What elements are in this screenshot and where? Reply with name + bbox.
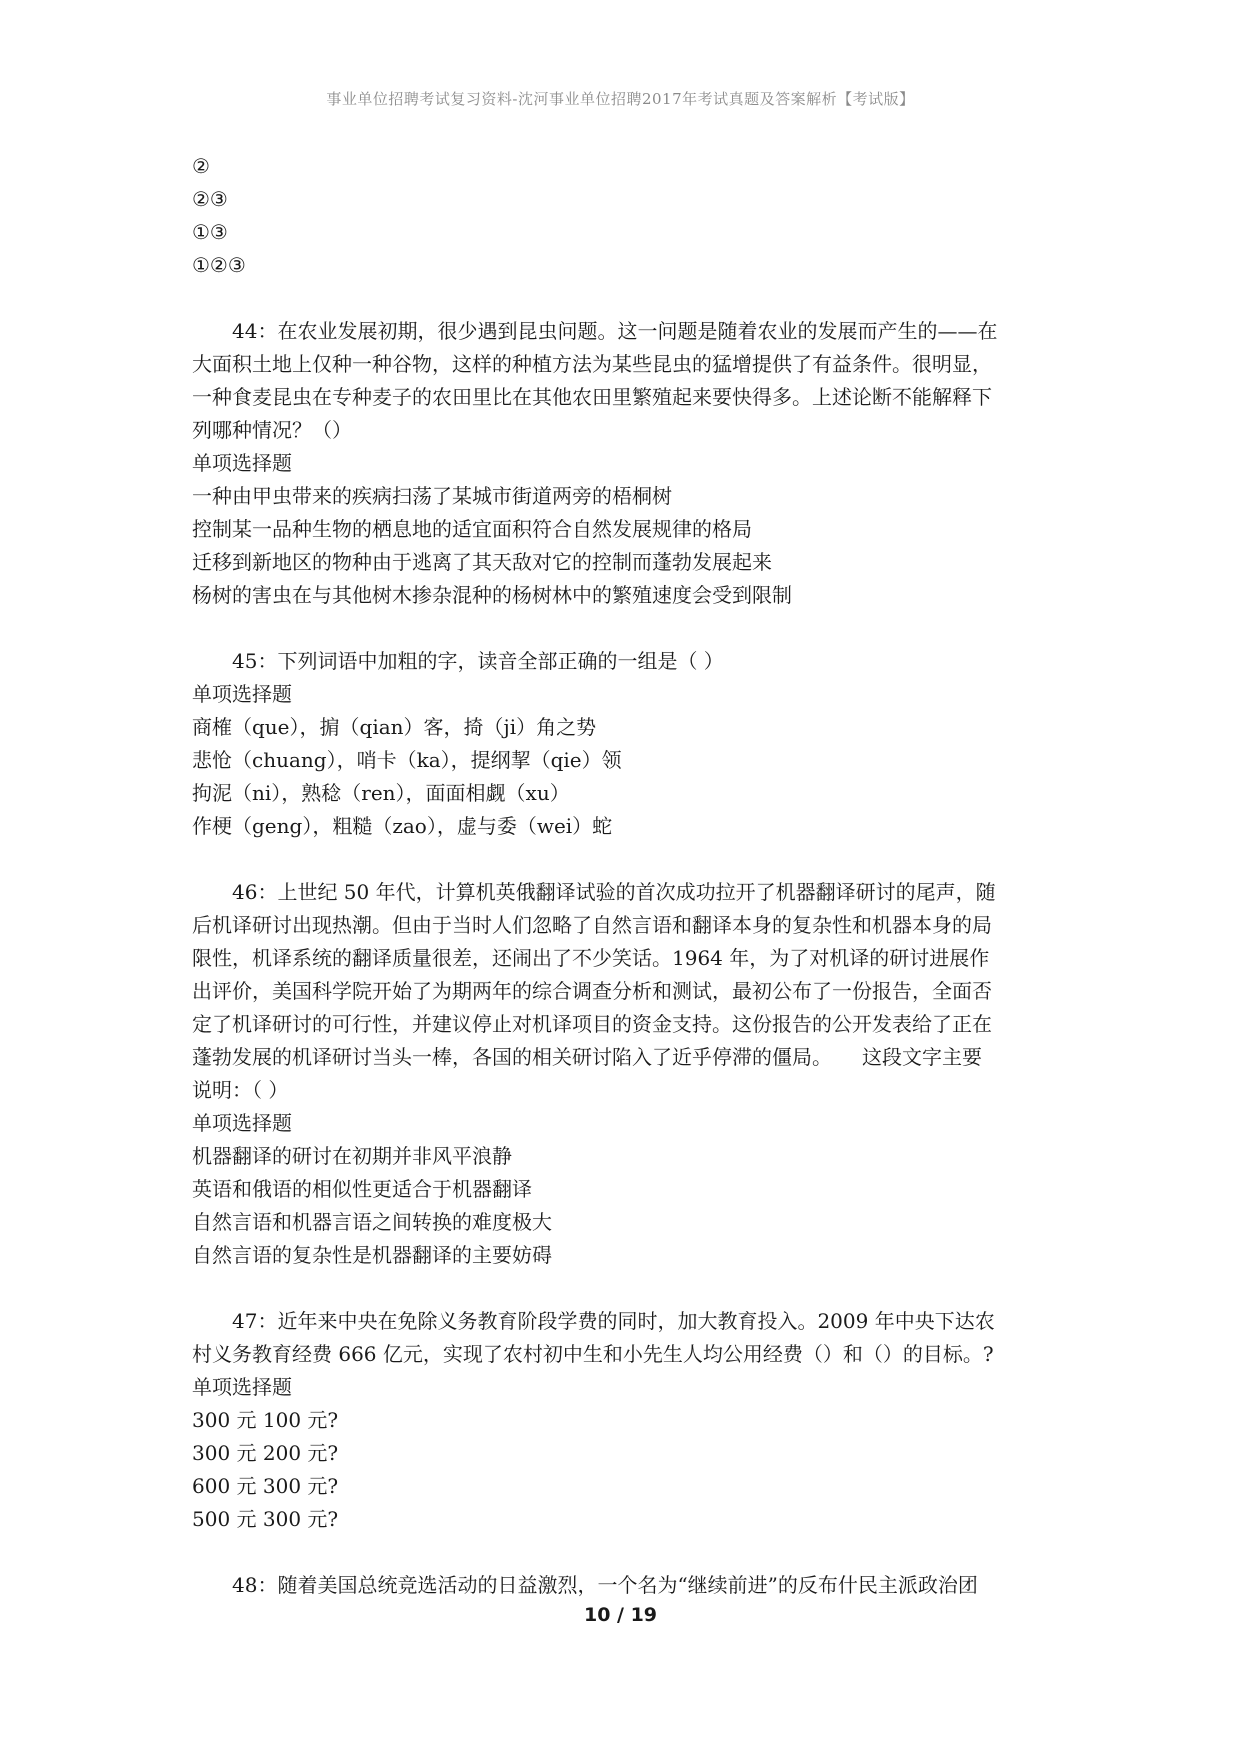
question-text-line: 一种食麦昆虫在专种麦子的农田里比在其他农田里繁殖起来要快得多。上述论断不能解释下 [192, 385, 992, 409]
option-item: 自然言语的复杂性是机器翻译的主要妨碍 [192, 1243, 552, 1267]
option-item: 机器翻译的研讨在初期并非风平浪静 [192, 1144, 512, 1168]
question-text-line: 后机译研讨出现热潮。但由于当时人们忽略了自然言语和翻译本身的复杂性和机器本身的局 [192, 913, 992, 937]
option-item: 拘泥（ni），熟稔（ren），面面相觑（xu） [192, 781, 570, 805]
question-text-line: 村义务教育经费 666 亿元，实现了农村初中生和小先生人均公用经费（）和（）的目标。? [192, 1342, 994, 1366]
question-45 [192, 645, 1062, 843]
question-text-line: 45：下列词语中加粗的字，读音全部正确的一组是（ ） [232, 649, 724, 673]
page-number: 10 / 19 [583, 1604, 658, 1626]
option-item: 自然言语和机器言语之间转换的难度极大 [192, 1210, 552, 1234]
question-text-line: 定了机译研讨的可行性，并建议停止对机译项目的资金支持。这份报告的公开发表给了正在 [192, 1012, 992, 1036]
option-item: 一种由甲虫带来的疾病扫荡了某城市街道两旁的梧桐树 [192, 484, 672, 508]
question-text-line: 48：随着美国总统竞选活动的日益激烈，一个名为“继续前进”的反布什民主派政治团 [232, 1573, 978, 1597]
option-item: 迁移到新地区的物种由于逃离了其天敌对它的控制而蓬勃发展起来 [192, 550, 772, 574]
option-item: 控制某一品种生物的栖息地的适宜面积符合自然发展规律的格局 [192, 517, 752, 541]
option-item: 杨树的害虫在与其他树木掺杂混种的杨树林中的繁殖速度会受到限制 [192, 583, 792, 607]
question-text-line: 列哪种情况？（） [192, 418, 352, 442]
question-type-label: 单项选择题 [192, 1111, 292, 1135]
option-item: 英语和俄语的相似性更适合于机器翻译 [192, 1177, 532, 1201]
question-text-line: 说明：（ ） [192, 1078, 289, 1102]
option-item: 300 元 200 元? [192, 1441, 339, 1465]
question-46 [192, 876, 1062, 1272]
option-item: 作梗（geng），粗糙（zao），虚与委（wei）蛇 [192, 814, 613, 838]
option-item: 500 元 300 元? [192, 1507, 339, 1531]
previous-question-options [192, 150, 1062, 282]
option-item: ② [192, 154, 210, 178]
option-item: ①③ [192, 220, 228, 244]
question-text-line: 蓬勃发展的机译研讨当头一棒，各国的相关研讨陷入了近乎停滞的僵局。 这段文字主要 [192, 1045, 982, 1069]
page-header: 事业单位招聘考试复习资料-沈河事业单位招聘2017年考试真题及答案解析【考试版】 [326, 90, 915, 108]
option-item: ①②③ [192, 253, 246, 277]
document-body [192, 150, 1062, 1602]
option-item: 商榷（que），掮（qian）客，掎（ji）角之势 [192, 715, 597, 739]
question-type-label: 单项选择题 [192, 451, 292, 475]
option-item: 600 元 300 元? [192, 1474, 339, 1498]
option-item: ②③ [192, 187, 228, 211]
question-text-line: 46：上世纪 50 年代，计算机英俄翻译试验的首次成功拉开了机器翻译研讨的尾声，随 [232, 880, 996, 904]
question-type-label: 单项选择题 [192, 1375, 292, 1399]
question-type-label: 单项选择题 [192, 682, 292, 706]
question-text-line: 出评价，美国科学院开始了为期两年的综合调查分析和测试，最初公布了一份报告，全面否 [192, 979, 992, 1003]
question-44 [192, 315, 1062, 612]
question-text-line: 44：在农业发展初期，很少遇到昆虫问题。这一问题是随着农业的发展而产生的——在 [232, 319, 998, 343]
option-item: 300 元 100 元? [192, 1408, 339, 1432]
question-text-line: 47：近年来中央在免除义务教育阶段学费的同时，加大教育投入。2009 年中央下达农 [232, 1309, 995, 1333]
question-47 [192, 1305, 1062, 1536]
question-text-line: 大面积土地上仅种一种谷物，这样的种植方法为某些昆虫的猛增提供了有益条件。很明显， [192, 352, 992, 376]
question-text-line: 限性，机译系统的翻译质量很差，还闹出了不少笑话。1964 年，为了对机译的研讨进展作 [192, 946, 990, 970]
option-item: 悲怆（chuang），哨卡（ka），提纲挈（qie）领 [192, 748, 622, 772]
question-48 [192, 1569, 1062, 1602]
